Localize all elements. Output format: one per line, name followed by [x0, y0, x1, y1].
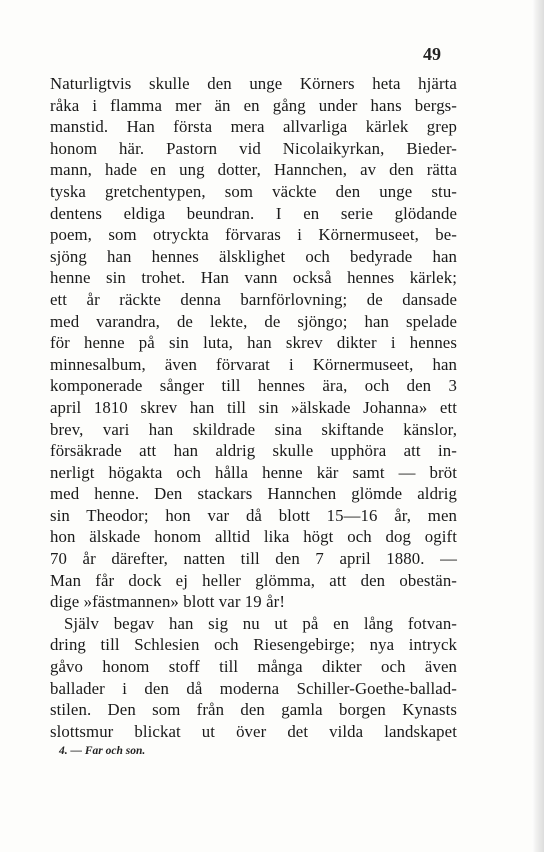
body-text — [50, 73, 457, 742]
text-line: manstid. Han första mera allvarliga kärlek grep — [50, 117, 457, 137]
text-line: ett år räckte denna barnförlovning; de dansade — [50, 289, 457, 309]
text-line: Man får dock ej heller glömma, att den obestän- — [50, 570, 457, 590]
text-line: sin Theodor; hon var då blott 15—16 år, men — [50, 505, 457, 525]
text-line: april 1810 skrev han till sin »älskade Johanna» ett — [50, 397, 457, 417]
text-line: 70 år därefter, natten till den 7 april 1880. — — [50, 549, 457, 569]
page-number: 49 — [423, 44, 441, 64]
text-line: hon älskade honom alltid lika högt och dog ogift — [50, 527, 457, 547]
text-line: henne sin trohet. Han vann också hennes kärlek; — [50, 268, 457, 288]
text-line: tyska gretchentypen, som väckte den unge stu- — [50, 181, 457, 201]
text-line: ballader i den då moderna Schiller-Goethe-ballad- — [50, 678, 457, 698]
text-line: honom här. Pastorn vid Nicolaikyrkan, Bieder- — [50, 138, 457, 158]
text-line: poem, som otryckta förvaras i Körnermuseet, be- — [50, 225, 457, 245]
text-line: med henne. Den stackars Hannchen glömde aldrig — [50, 484, 457, 504]
text-line: slottsmur blickat ut över det vilda landskapet — [50, 721, 457, 741]
text-line: sjöng han hennes älsklighet och bedyrade han — [50, 246, 457, 266]
signature-mark: 4. — Far och son. — [59, 745, 146, 757]
text-line: komponerade sånger till hennes ära, och den 3 — [50, 376, 457, 396]
text-line: med varandra, de lekte, de sjöngo; han spelade — [50, 311, 457, 331]
text-line: Själv begav han sig nu ut på en lång fotvan- — [64, 613, 457, 633]
text-line: mann, hade en ung dotter, Hannchen, av den rätta — [50, 160, 457, 180]
text-line: brev, vari han skildrade sina skiftande känslor, — [50, 419, 457, 439]
page-edge-shadow — [532, 0, 544, 852]
text-line: råka i flamma mer än en gång under hans bergs- — [50, 95, 457, 115]
text-line: minnesalbum, även förvarat i Körnermuseet, han — [50, 354, 457, 374]
text-line: dring till Schlesien och Riesengebirge; nya intryck — [50, 635, 457, 655]
text-line: för henne på sin luta, han skrev dikter i hennes — [50, 333, 457, 353]
text-line: försäkrade att han aldrig skulle upphöra att in- — [50, 441, 457, 461]
text-line: dentens eldiga beundran. I en serie glödande — [50, 203, 457, 223]
text-line: dige »fästmannen» blott var 19 år! — [50, 592, 286, 612]
text-line: gåvo honom stoff till många dikter och även — [50, 657, 457, 677]
text-line: nerligt högakta och hålla henne kär samt — bröt — [50, 462, 457, 482]
text-line: stilen. Den som från den gamla borgen Kynasts — [50, 700, 457, 720]
text-line: Naturligtvis skulle den unge Körners heta hjärta — [50, 74, 457, 93]
